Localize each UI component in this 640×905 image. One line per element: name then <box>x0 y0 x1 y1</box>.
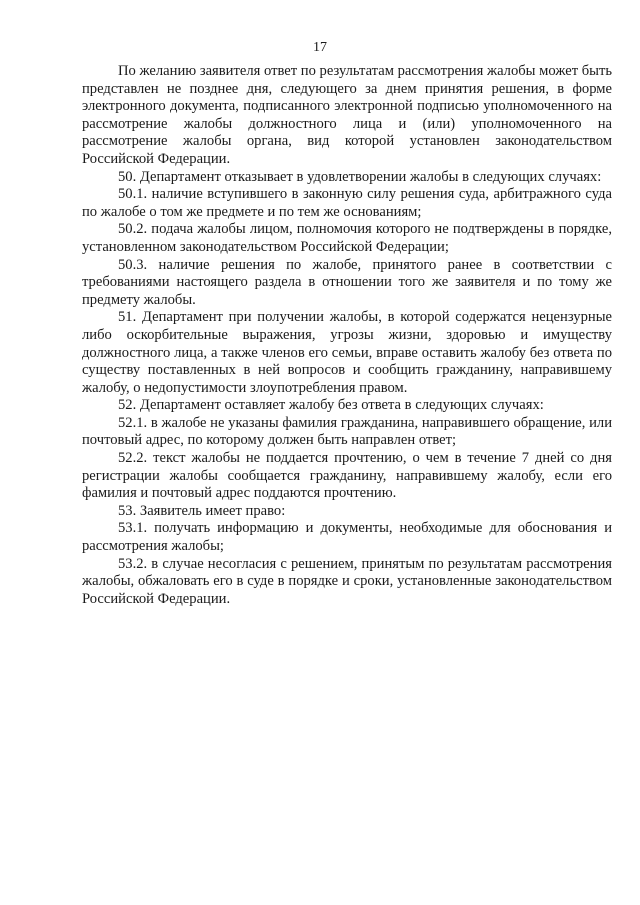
paragraph-53-2: 53.2. в случае несогласия с решением, принятым по результатам рассмотрения жалобы, обжаловать его в суде в порядке и сроки, установленные законодательством Российской Федерации. <box>82 555 612 607</box>
document-body <box>82 63 612 608</box>
paragraph-53-rights: 53. Заявитель имеет право: <box>118 502 286 519</box>
paragraph-52-2: 52.2. текст жалобы не поддается прочтению, о чем в течение 7 дней со дня регистрации жалобы сообщается гражданину, направившему жалобу, если его фамилия и почтовый адрес поддаются прочтению. <box>82 450 612 502</box>
paragraph-51: 51. Департамент при получении жалобы, в которой содержатся нецензурные либо оскорбительные выражения, угрозы жизни, здоровью и имуществу должностного лица, а также членов его семьи, вправе оставить жалобу без ответа по существу поставленных в ней вопросов и сообщить гражданину, направившему жалобу, о недопустимости злоупотребления правом. <box>82 309 612 396</box>
paragraph-53-1: 53.1. получать информацию и документы, необходимые для обоснования и рассмотрения жалобы; <box>82 520 612 555</box>
paragraph-50-1: 50.1. наличие вступившего в законную силу решения суда, арбитражного суда по жалобе о том же предмете и по тем же основаниям; <box>82 186 612 220</box>
page-number: 17 <box>313 40 327 55</box>
paragraph-50-2: 50.2. подача жалобы лицом, полномочия которого не подтверждены в порядке, установленном законодательством Российской Федерации; <box>82 221 612 255</box>
paragraph-52-1: 52.1. в жалобе не указаны фамилия гражданина, направившего обращение, или почтовый адрес, по которому должен быть направлен ответ; <box>82 414 612 449</box>
paragraph-52-no-reply-cases: 52. Департамент оставляет жалобу без ответа в следующих случаях: <box>118 397 544 414</box>
paragraph-reply-electronic-form: По желанию заявителя ответ по результатам рассмотрения жалобы может быть представлен не позднее дня, следующего за днем принятия решения, в форме электронного документа, подписанного электронной подписью уполномоченного на рассмотрение жалобы должностного лица и (или) уполномоченного на рассмотрение жалобы органа, вид которой установлен законодательством Российской Федерации. <box>82 63 612 167</box>
paragraph-50-refusal-cases: 50. Департамент отказывает в удовлетворении жалобы в следующих случаях: <box>118 168 602 185</box>
paragraph-50-3: 50.3. наличие решения по жалобе, принятого ранее в соответствии с требованиями настоящего раздела в отношении того же заявителя и по тому же предмету жалобы. <box>82 256 612 308</box>
